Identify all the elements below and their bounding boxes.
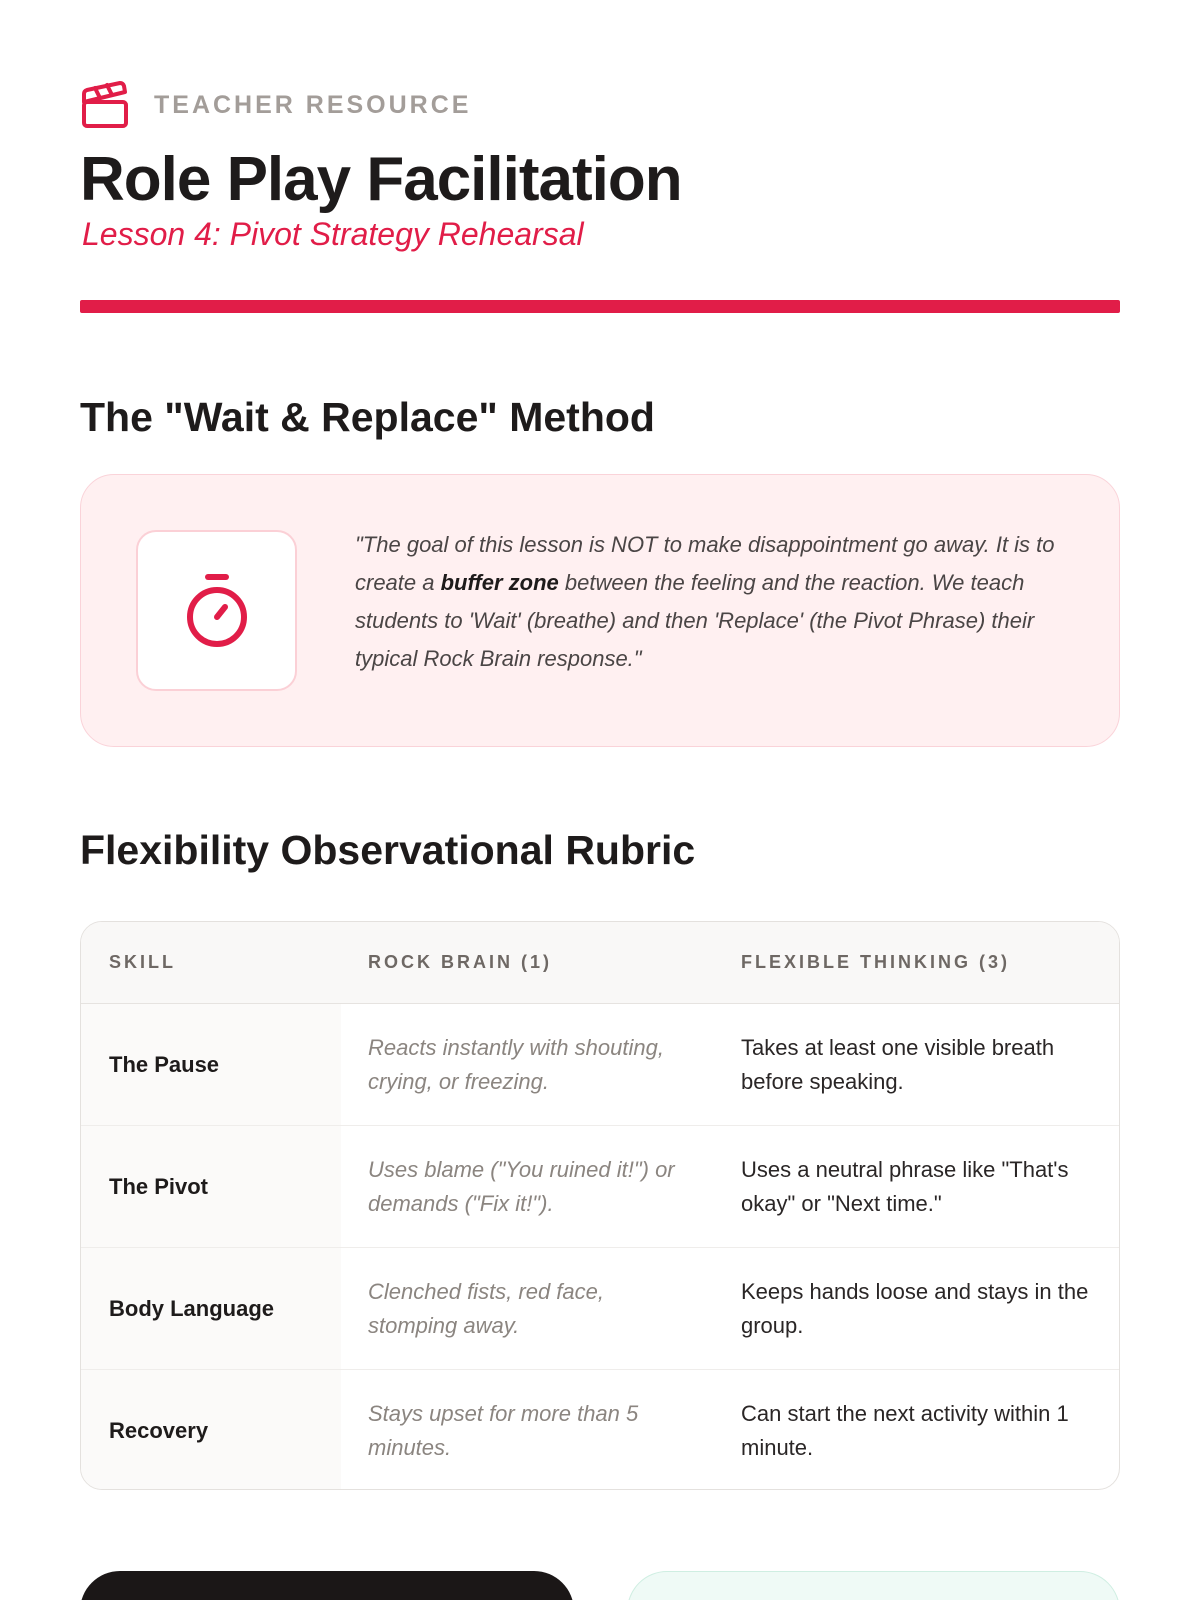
method-quote-card — [80, 474, 1120, 747]
flexible-thinking-cell: Takes at least one visible breath before speaking. — [741, 1034, 1055, 1094]
stopwatch-icon — [182, 571, 252, 651]
table-row — [81, 1248, 1120, 1370]
page-title: Role Play Facilitation — [80, 145, 682, 214]
title-divider — [80, 300, 1120, 313]
flexible-thinking-cell: Can start the next activity within 1 minute. — [741, 1400, 1069, 1460]
flexible-thinking-cell: Keeps hands loose and stays in the group. — [741, 1278, 1089, 1338]
method-quote: "The goal of this lesson is NOT to make disappointment go away. It is to create a buffer zone between the feeling and the reaction. We teach students to 'Wait' (breathe) and then 'Replace' (the Pivot Phrase) their typical Rock Brain response." — [355, 532, 1055, 671]
rock-brain-cell: Uses blame ("You ruined it!") or demands ("Fix it!"). — [368, 1156, 675, 1216]
table-row — [81, 1004, 1120, 1126]
clapperboard-icon — [80, 80, 130, 130]
table-row — [81, 1370, 1120, 1490]
rubric-heading: Flexibility Observational Rubric — [80, 827, 696, 873]
quote-emphasis: buffer zone — [440, 570, 559, 595]
eyebrow-label: TEACHER RESOURCE — [154, 90, 472, 119]
rubric-table — [80, 921, 1120, 1490]
skill-cell: Body Language — [81, 1248, 341, 1369]
column-header-flexible-thinking: FLEXIBLE THINKING (3) — [741, 952, 1010, 972]
dark-card — [80, 1571, 574, 1600]
stopwatch-icon-box — [136, 530, 297, 691]
table-row — [81, 1126, 1120, 1248]
table-header — [81, 922, 1120, 1004]
flexible-thinking-cell: Uses a neutral phrase like "That's okay" or "Next time." — [741, 1156, 1069, 1216]
column-header-rock-brain: ROCK BRAIN (1) — [368, 952, 552, 972]
skill-cell: The Pivot — [81, 1126, 341, 1247]
skill-cell: The Pause — [81, 1004, 341, 1125]
rock-brain-cell: Clenched fists, red face, stomping away. — [368, 1278, 605, 1338]
method-heading: The "Wait & Replace" Method — [80, 394, 655, 440]
column-header-skill: SKILL — [109, 952, 176, 972]
rock-brain-cell: Stays upset for more than 5 minutes. — [368, 1400, 639, 1460]
mint-card — [627, 1571, 1120, 1600]
rock-brain-cell: Reacts instantly with shouting, crying, or freezing. — [368, 1034, 664, 1094]
eyebrow — [80, 80, 471, 130]
skill-cell: Recovery — [81, 1370, 341, 1490]
page-subtitle: Lesson 4: Pivot Strategy Rehearsal — [82, 216, 584, 252]
